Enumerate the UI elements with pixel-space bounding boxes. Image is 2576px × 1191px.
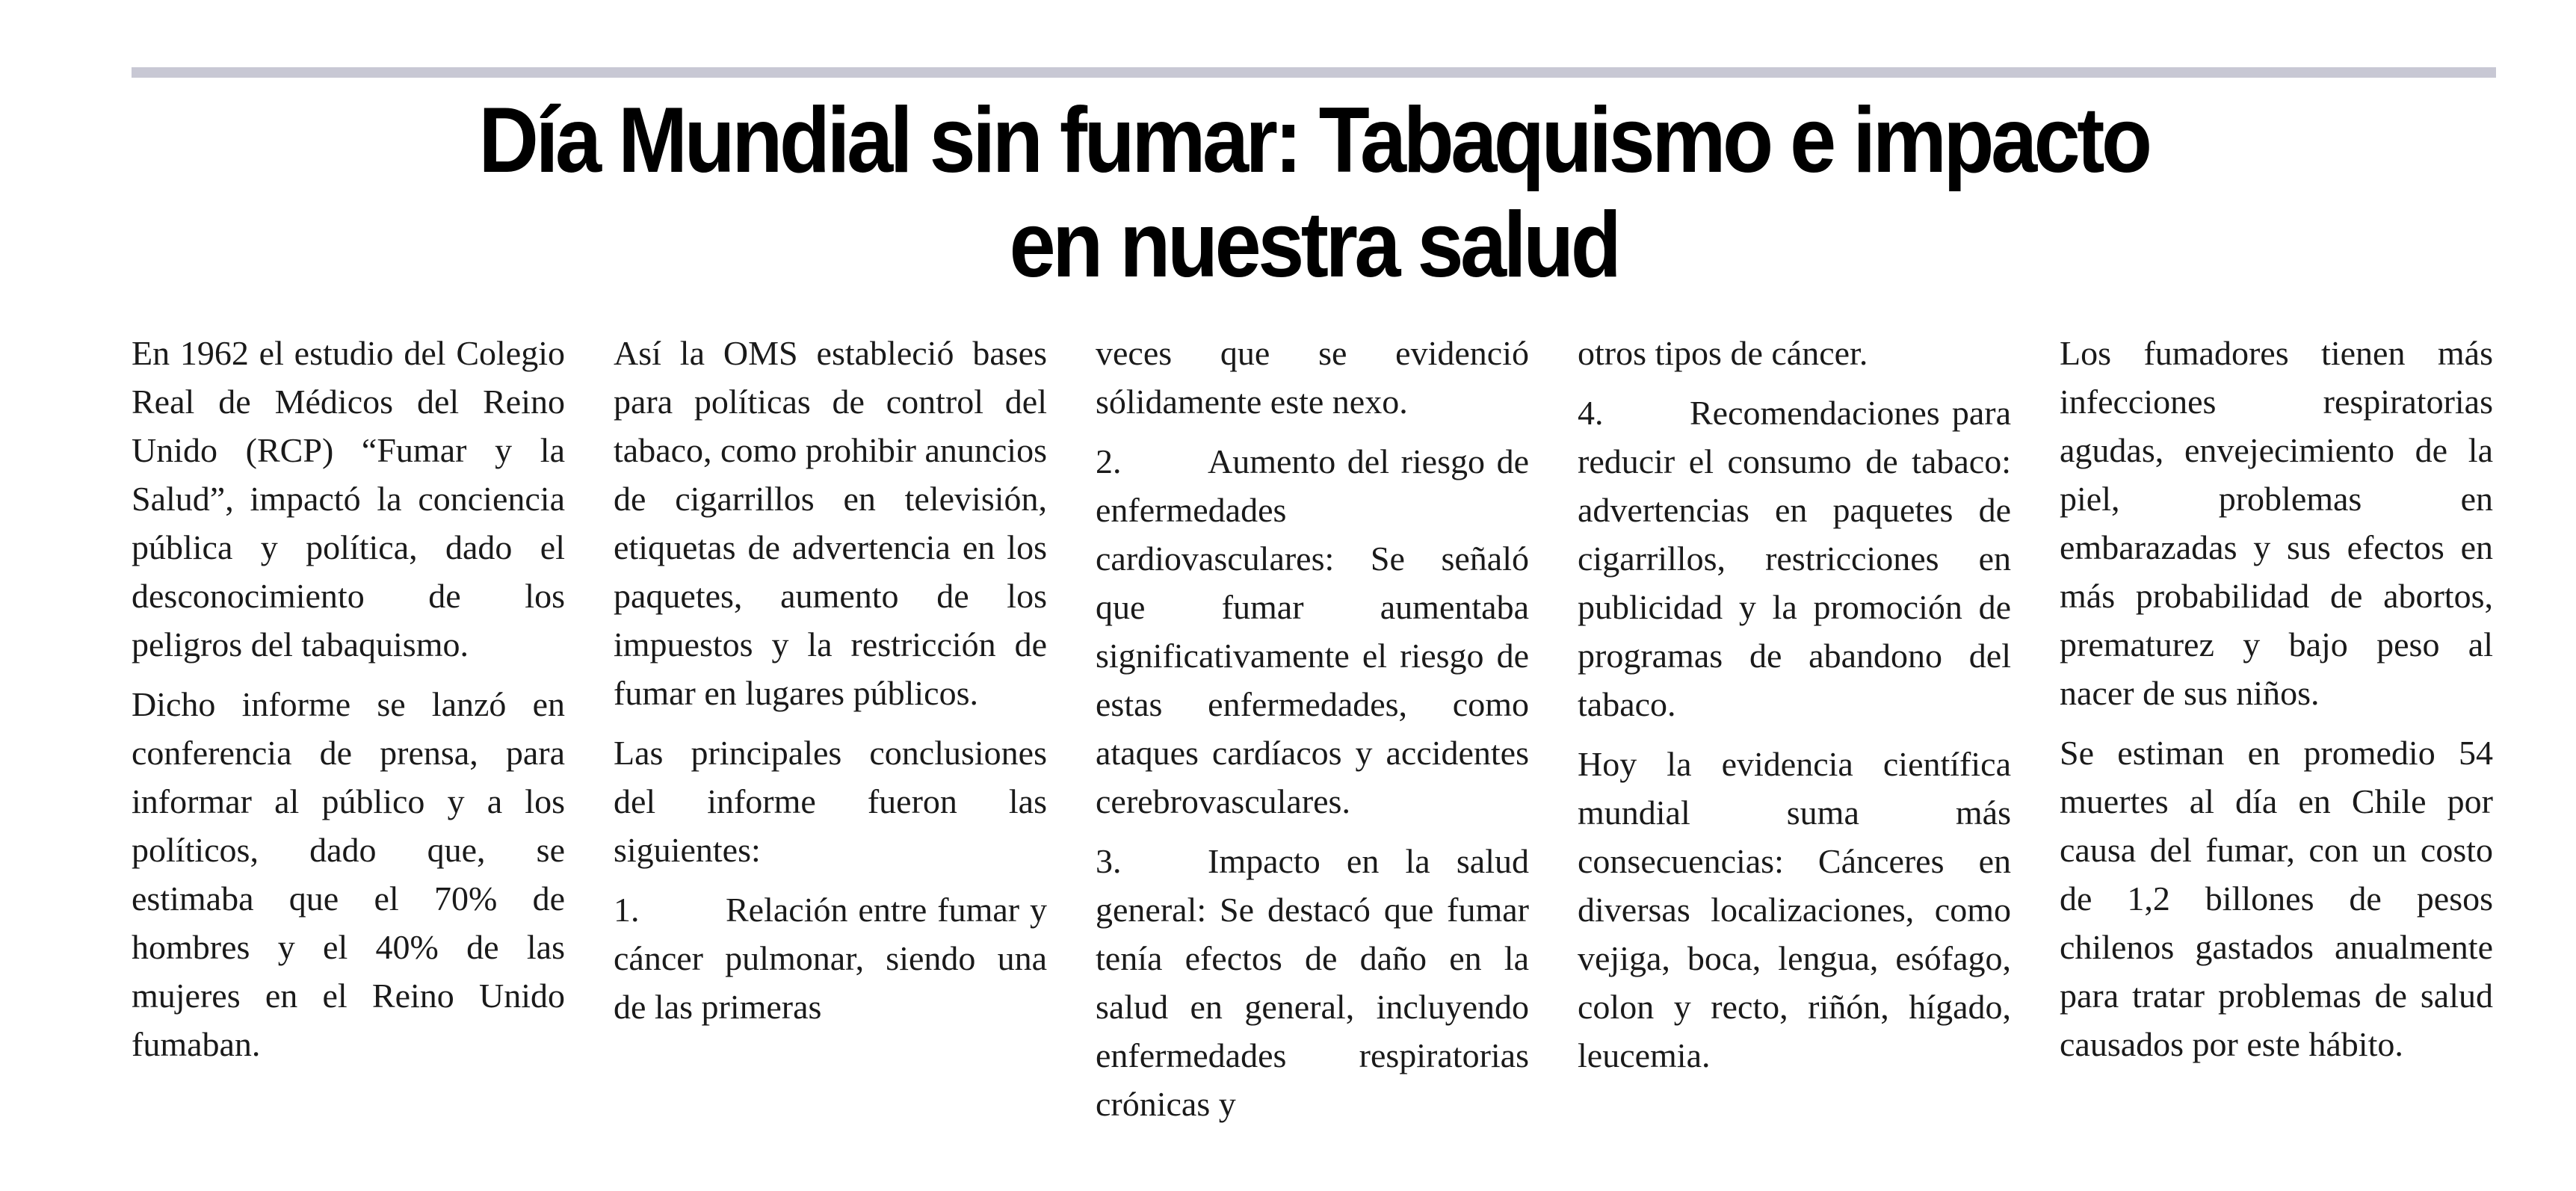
paragraph: Hoy la evidencia científica mundial suma más consecuencias: Cánceres en diversas localizaciones, como vejiga, boca, lengua, esófago, colon y recto, riñón, hígado, leucemia. <box>1578 745 2011 1074</box>
column-3 <box>1096 329 1529 1139</box>
column-4 <box>1578 329 2011 1091</box>
paragraph: Así la OMS estableció bases para políticas de control del tabaco, como prohibir anuncios de cigarrillos en televisión, etiquetas de advertencia en los paquetes, aumento de los impuestos y la restricción de fumar en lugares públicos. <box>614 334 1047 712</box>
item-number: 2. <box>1096 442 1122 480</box>
headline-line-1: Día Mundial sin fumar: Tabaquismo e impacto <box>478 89 2149 192</box>
headline-line-2: en nuestra salud <box>1009 194 1619 297</box>
paragraph: Las principales conclusiones del informe fueron las siguientes: <box>614 734 1047 869</box>
paragraph: Dicho informe se lanzó en conferencia de prensa, para informar al público y a los políticos, dado que, se estimaba que el 70% de hombres y el 40% de las mujeres en el Reino Unido fumaban. <box>132 685 565 1063</box>
paragraph: En 1962 el estudio del Colegio Real de Médicos del Reino Unido (RCP) “Fumar y la Salud”, impactó la conciencia pública y política, dado el desconocimiento de los peligros del tabaquismo. <box>132 334 565 663</box>
paragraph: Los fumadores tienen más infecciones respiratorias agudas, envejecimiento de la piel, problemas en embarazadas y sus efectos en más probabilidad de abortos, prematurez y bajo peso al nacer de sus niños. <box>2060 334 2493 712</box>
item-number: 4. <box>1578 394 1604 432</box>
article-headline <box>250 88 2378 297</box>
conclusion-item-3 <box>1096 837 1529 1128</box>
paragraph: veces que se evidenció sólidamente este nexo. <box>1096 334 1529 421</box>
conclusion-item-1 <box>614 885 1047 1031</box>
item-number: 1. <box>614 891 640 929</box>
item-text: Relación entre fumar y cáncer pulmonar, siendo una de las primeras <box>614 891 1047 1026</box>
item-number: 3. <box>1096 842 1122 880</box>
item-text: Aumento del riesgo de enfermedades cardiovasculares: Se señaló que fumar aumentaba significativamente el riesgo de estas enfermedades, como ataques cardíacos y accidentes cerebrovasculares. <box>1096 442 1529 820</box>
paragraph: otros tipos de cáncer. <box>1578 334 1868 372</box>
item-text: Recomendaciones para reducir el consumo de tabaco: advertencias en paquetes de cigarrillos, restricciones en publicidad y la promoción de programas de abandono del tabaco. <box>1578 394 2011 723</box>
column-5 <box>2060 329 2493 1080</box>
column-2 <box>614 329 1047 1042</box>
conclusion-item-2 <box>1096 437 1529 826</box>
top-divider-rule <box>132 67 2496 78</box>
item-text: Impacto en la salud general: Se destacó que fumar tenía efectos de daño en la salud en general, incluyendo enfermedades respiratorias crónicas y <box>1096 842 1529 1123</box>
conclusion-item-4 <box>1578 389 2011 728</box>
column-1 <box>132 329 565 1080</box>
paragraph: Se estiman en promedio 54 muertes al día en Chile por causa del fumar, con un costo de 1,2 billones de pesos chilenos gastados anualmente para tratar problemas de salud causados por este hábito. <box>2060 734 2493 1063</box>
article-body <box>132 329 2496 1181</box>
